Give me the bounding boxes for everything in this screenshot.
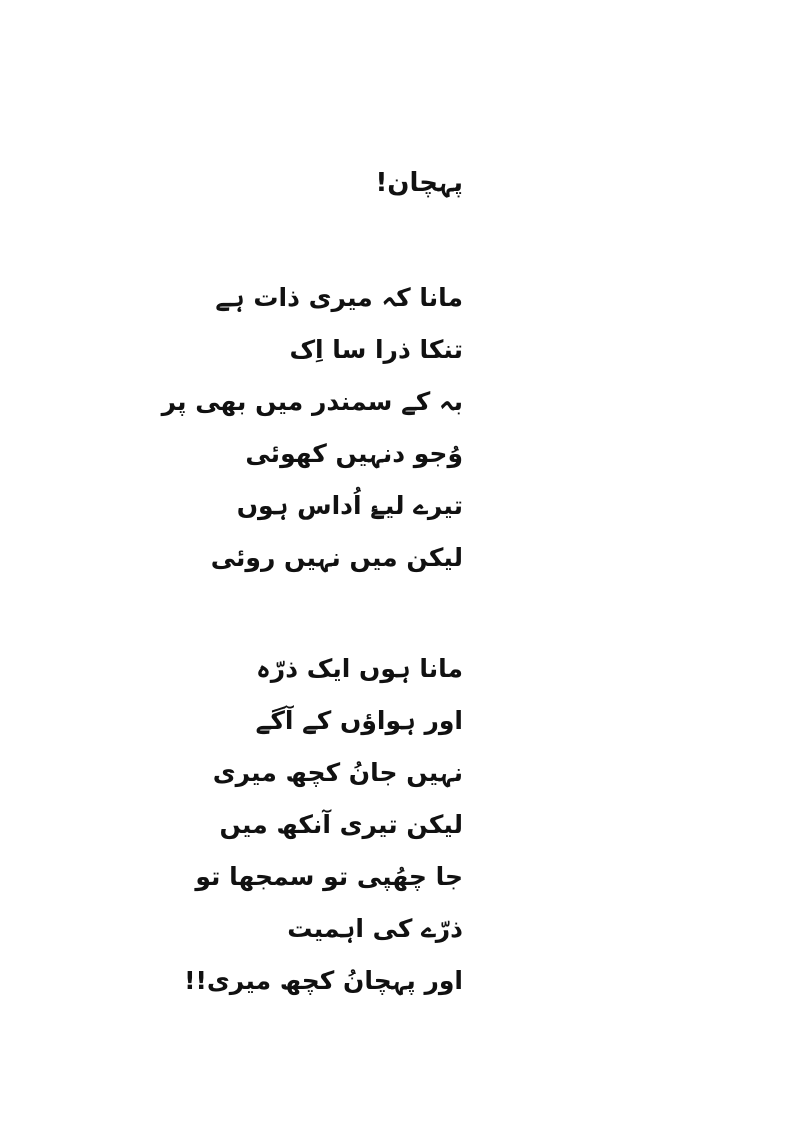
poem-line: مانا کہ میری ذات ہے	[215, 283, 463, 312]
poem-line: لیکن میں نہیں روئی	[210, 543, 463, 572]
poem-line: اور پہچانُ کچھ میری!!	[184, 966, 463, 995]
stanza-2	[184, 643, 463, 1007]
poem-line: مانا ہوں ایک ذرّہ	[256, 654, 463, 683]
poem-line: نہیں جانُ کچھ میری	[212, 758, 463, 787]
poem-title: پہچان!	[375, 168, 463, 198]
poem-line: لیکن تیری آنکھ میں	[219, 810, 463, 839]
poem-line: وُجو دنہیں کھوئی	[245, 439, 463, 468]
poem-line: ذرّے کی اہمیت	[287, 914, 463, 943]
poem-line: تنکا ذرا سا اِک	[289, 335, 463, 364]
poem-line: بہ کے سمندر میں بھی پر	[161, 387, 463, 416]
stanza-1	[162, 272, 463, 584]
poem-line: جا چھُپی تو سمجھا تو	[195, 862, 463, 891]
poem-line: اور ہواؤں کے آگے	[255, 706, 463, 735]
poem-line: تیرے لیۓ اُداس ہوں	[236, 491, 463, 520]
